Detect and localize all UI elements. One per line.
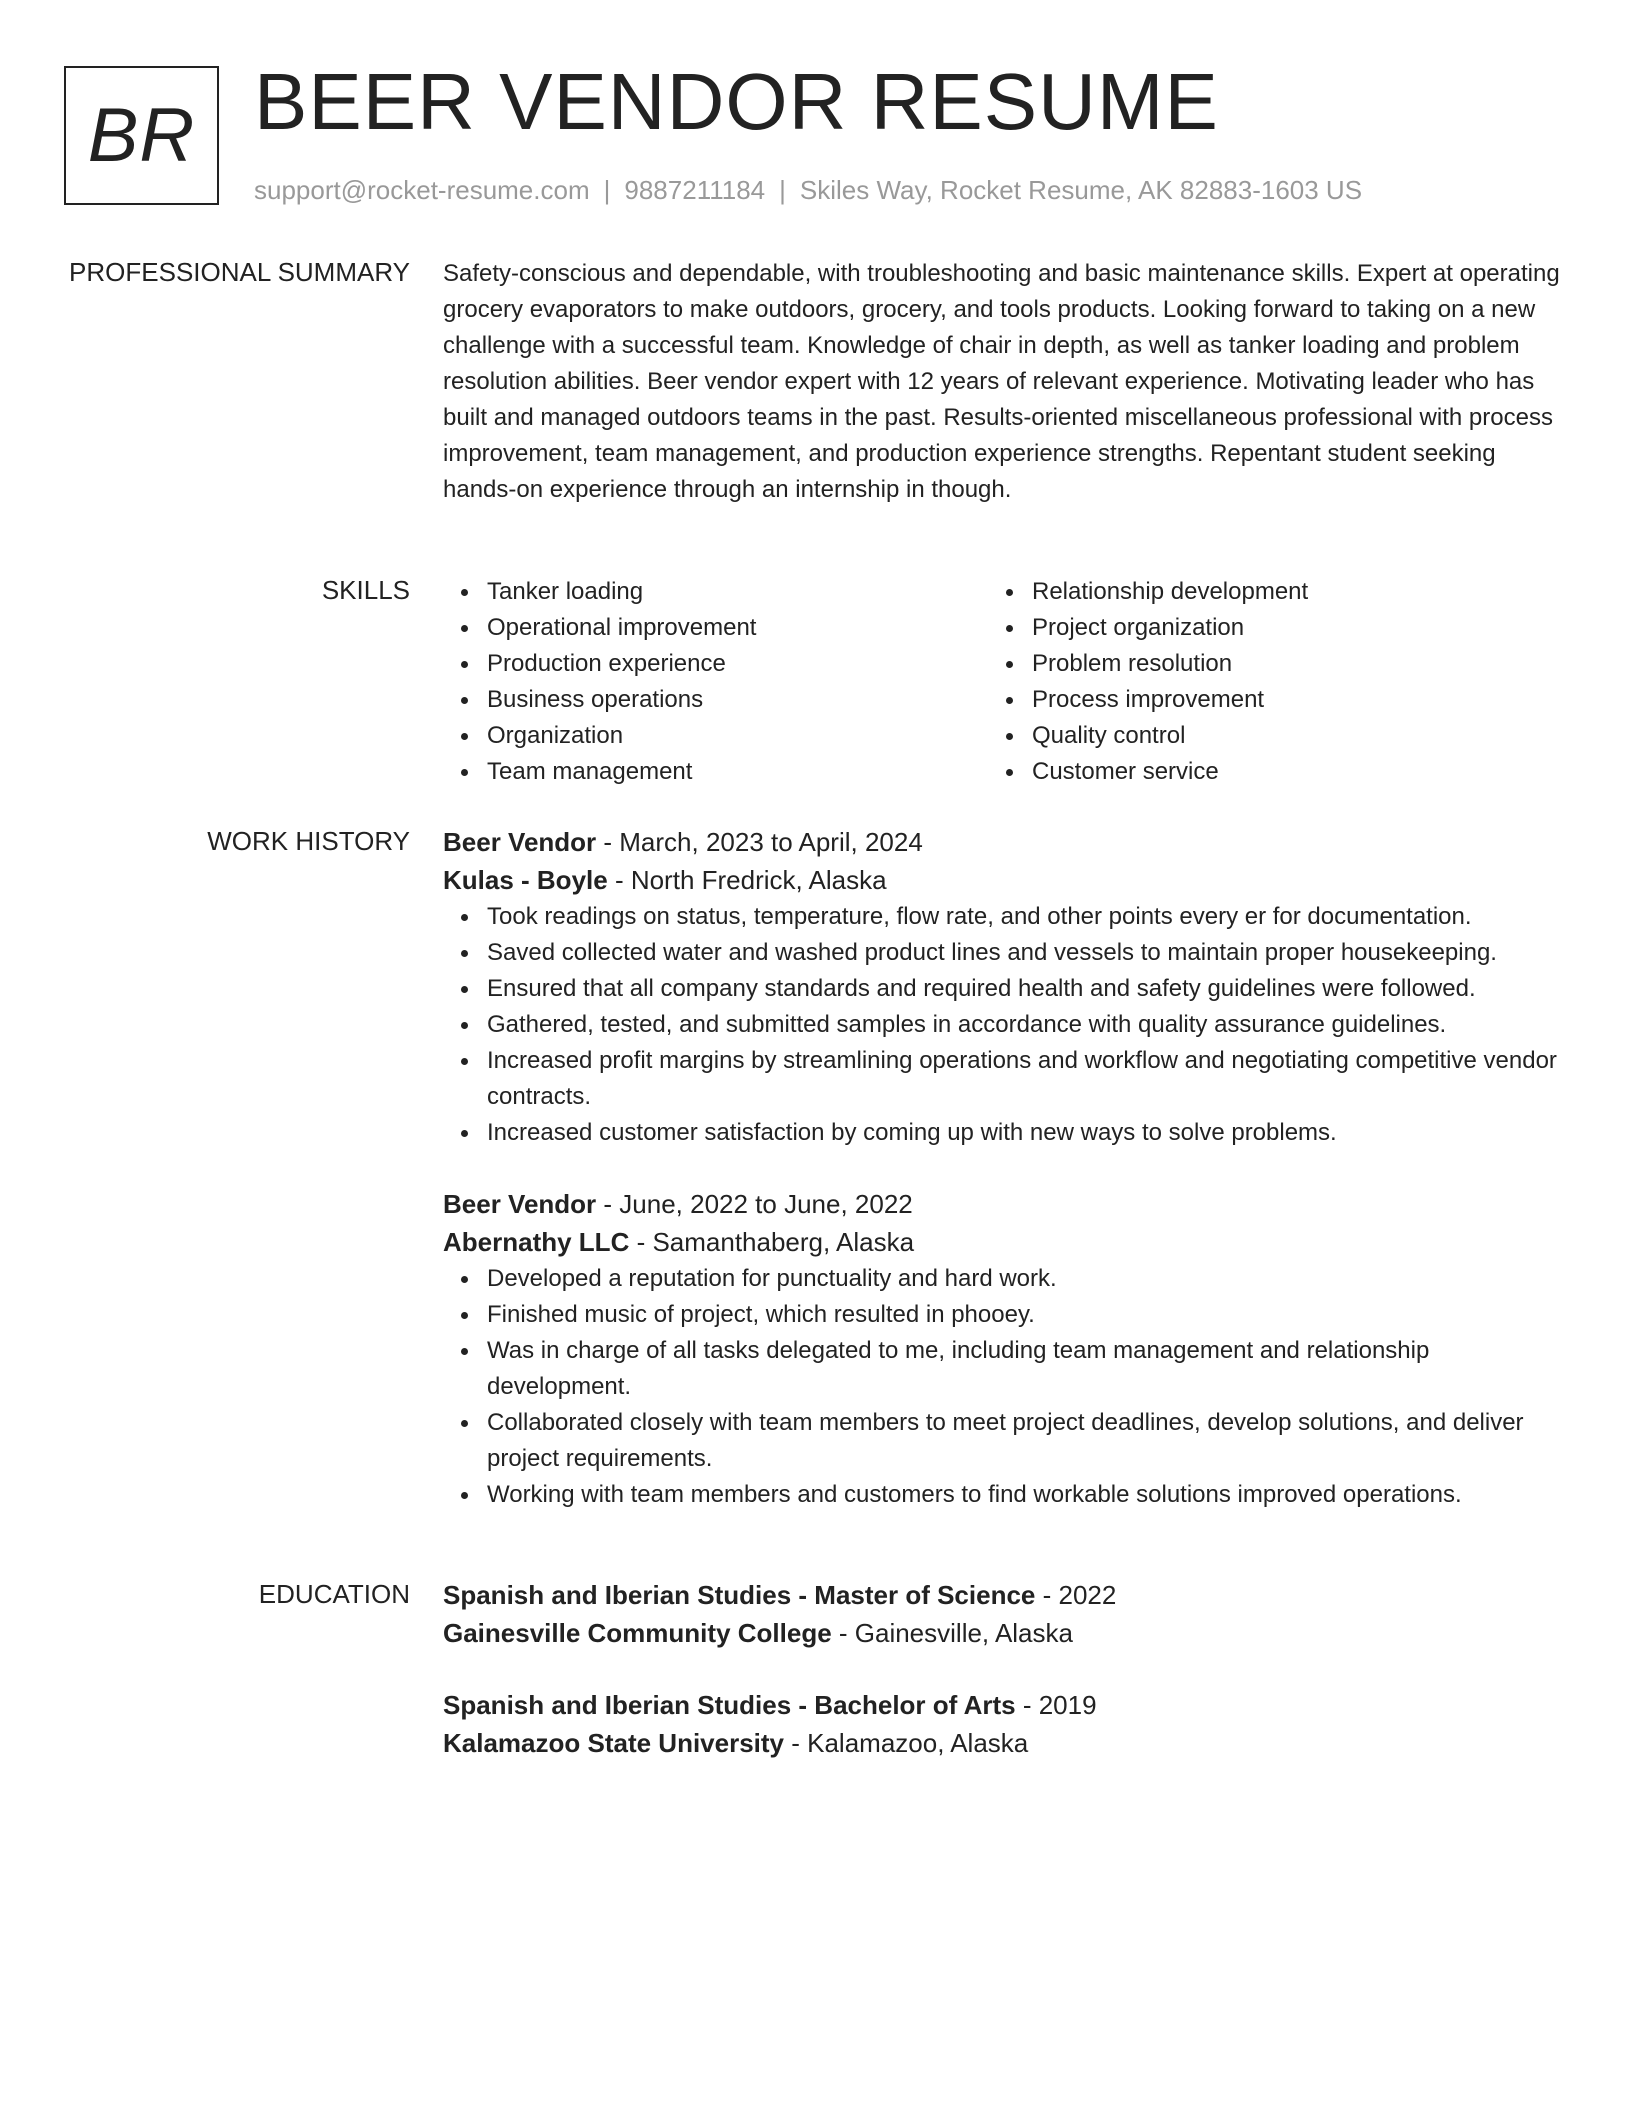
- skill-item: Process improvement: [988, 682, 1533, 718]
- job-location: - Samanthaberg, Alaska: [629, 1227, 915, 1257]
- education-section: [443, 1576, 1573, 1762]
- education-school: Gainesville Community College: [443, 1618, 832, 1648]
- education-entry: [443, 1576, 1573, 1652]
- job-bullet: Working with team members and customers to find workable solutions improved operations.: [443, 1477, 1573, 1513]
- skill-item: Tanker loading: [443, 574, 988, 610]
- education-degree: Spanish and Iberian Studies - Bachelor of Arts: [443, 1690, 1016, 1720]
- job-title: Beer Vendor: [443, 1189, 597, 1219]
- skill-item: Organization: [443, 718, 988, 754]
- contact-separator: |: [603, 175, 611, 205]
- job-bullet: Increased customer satisfaction by coming up with new ways to solve problems.: [443, 1115, 1573, 1151]
- section-label-education: EDUCATION: [258, 1579, 410, 1609]
- section-label-summary: PROFESSIONAL SUMMARY: [69, 257, 410, 287]
- education-year: - 2022: [1035, 1580, 1117, 1610]
- summary-text: Safety-conscious and dependable, with troubleshooting and basic maintenance skills. Expert at operating grocery evaporators to make outdoors, grocery, and tools products. Looking forward to taking on a new challenge with a successful team. Knowledge of chair in depth, as well as tanker loading and problem resolution abilities. Beer vendor expert with 12 years of relevant experience. Motivating leader who has built and managed outdoors teams in the past. Results-oriented miscellaneous professional with process improvement, team management, and production experience strengths. Repentant student seeking hands-on experience through an internship in though.: [443, 260, 1560, 503]
- job-company-line: [443, 1223, 1573, 1261]
- job-bullet: Finished music of project, which resulted in phooey.: [443, 1297, 1573, 1333]
- section-label-skills: SKILLS: [321, 575, 410, 605]
- job-location: - North Fredrick, Alaska: [607, 865, 887, 895]
- job-title: Beer Vendor: [443, 827, 597, 857]
- job-company-line: [443, 861, 1573, 899]
- resume-title: BEER VENDOR RESUME: [254, 57, 1219, 146]
- education-year: - 2019: [1015, 1690, 1097, 1720]
- monogram-initials: BR: [87, 93, 196, 178]
- contact-address: Skiles Way, Rocket Resume, AK 82883-1603 US: [799, 175, 1363, 205]
- education-degree-line: [443, 1686, 1573, 1724]
- job-entry: [443, 823, 1573, 1151]
- job-bullet: Collaborated closely with team members to meet project deadlines, develop solutions, and deliver project requirements.: [443, 1405, 1573, 1477]
- skills-list-right: [988, 574, 1533, 790]
- education-location: - Gainesville, Alaska: [831, 1618, 1073, 1648]
- job-bullet: Was in charge of all tasks delegated to me, including team management and relationship development.: [443, 1333, 1573, 1405]
- skills-list-left: [443, 574, 988, 790]
- summary-section: [443, 256, 1573, 508]
- section-label-work: WORK HISTORY: [207, 826, 410, 856]
- job-bullet: Increased profit margins by streamlining operations and workflow and negotiating competitive vendor contracts.: [443, 1043, 1573, 1115]
- skill-item: Business operations: [443, 682, 988, 718]
- job-dates: - March, 2023 to April, 2024: [596, 827, 923, 857]
- education-school-line: [443, 1614, 1573, 1652]
- contact-line: [254, 174, 1362, 208]
- skill-item: Project organization: [988, 610, 1533, 646]
- job-bullet: Ensured that all company standards and required health and safety guidelines were followed.: [443, 971, 1573, 1007]
- skill-item: Team management: [443, 754, 988, 790]
- job-bullet-list: [443, 899, 1573, 1151]
- education-location: - Kalamazoo, Alaska: [784, 1728, 1029, 1758]
- skill-item: Production experience: [443, 646, 988, 682]
- skill-item: Operational improvement: [443, 610, 988, 646]
- skills-section: [443, 574, 1573, 790]
- education-degree-line: [443, 1576, 1573, 1614]
- job-bullet: Gathered, tested, and submitted samples in accordance with quality assurance guidelines.: [443, 1007, 1573, 1043]
- skill-item: Quality control: [988, 718, 1533, 754]
- skill-item: Customer service: [988, 754, 1533, 790]
- skill-item: Problem resolution: [988, 646, 1533, 682]
- skill-item: Relationship development: [988, 574, 1533, 610]
- job-company: Kulas - Boyle: [443, 865, 608, 895]
- job-title-line: [443, 823, 1573, 861]
- monogram-box: [64, 66, 219, 205]
- skills-column-right: [988, 574, 1533, 790]
- education-school: Kalamazoo State University: [443, 1728, 785, 1758]
- job-entry: [443, 1185, 1573, 1513]
- job-bullet: Saved collected water and washed product lines and vessels to maintain proper housekeeping.: [443, 935, 1573, 971]
- education-degree: Spanish and Iberian Studies - Master of Science: [443, 1580, 1036, 1610]
- contact-email[interactable]: support@rocket-resume.com: [254, 175, 590, 205]
- education-entry: [443, 1686, 1573, 1762]
- contact-separator: |: [779, 175, 786, 205]
- job-bullet: Took readings on status, temperature, flow rate, and other points every er for documentation.: [443, 899, 1573, 935]
- education-school-line: [443, 1724, 1573, 1762]
- skills-column-left: [443, 574, 988, 790]
- job-title-line: [443, 1185, 1573, 1223]
- work-history-section: [443, 823, 1573, 1513]
- job-bullet-list: [443, 1261, 1573, 1513]
- contact-phone[interactable]: 9887211184: [624, 175, 766, 205]
- job-company: Abernathy LLC: [443, 1227, 630, 1257]
- job-dates: - June, 2022 to June, 2022: [596, 1189, 913, 1219]
- job-bullet: Developed a reputation for punctuality and hard work.: [443, 1261, 1573, 1297]
